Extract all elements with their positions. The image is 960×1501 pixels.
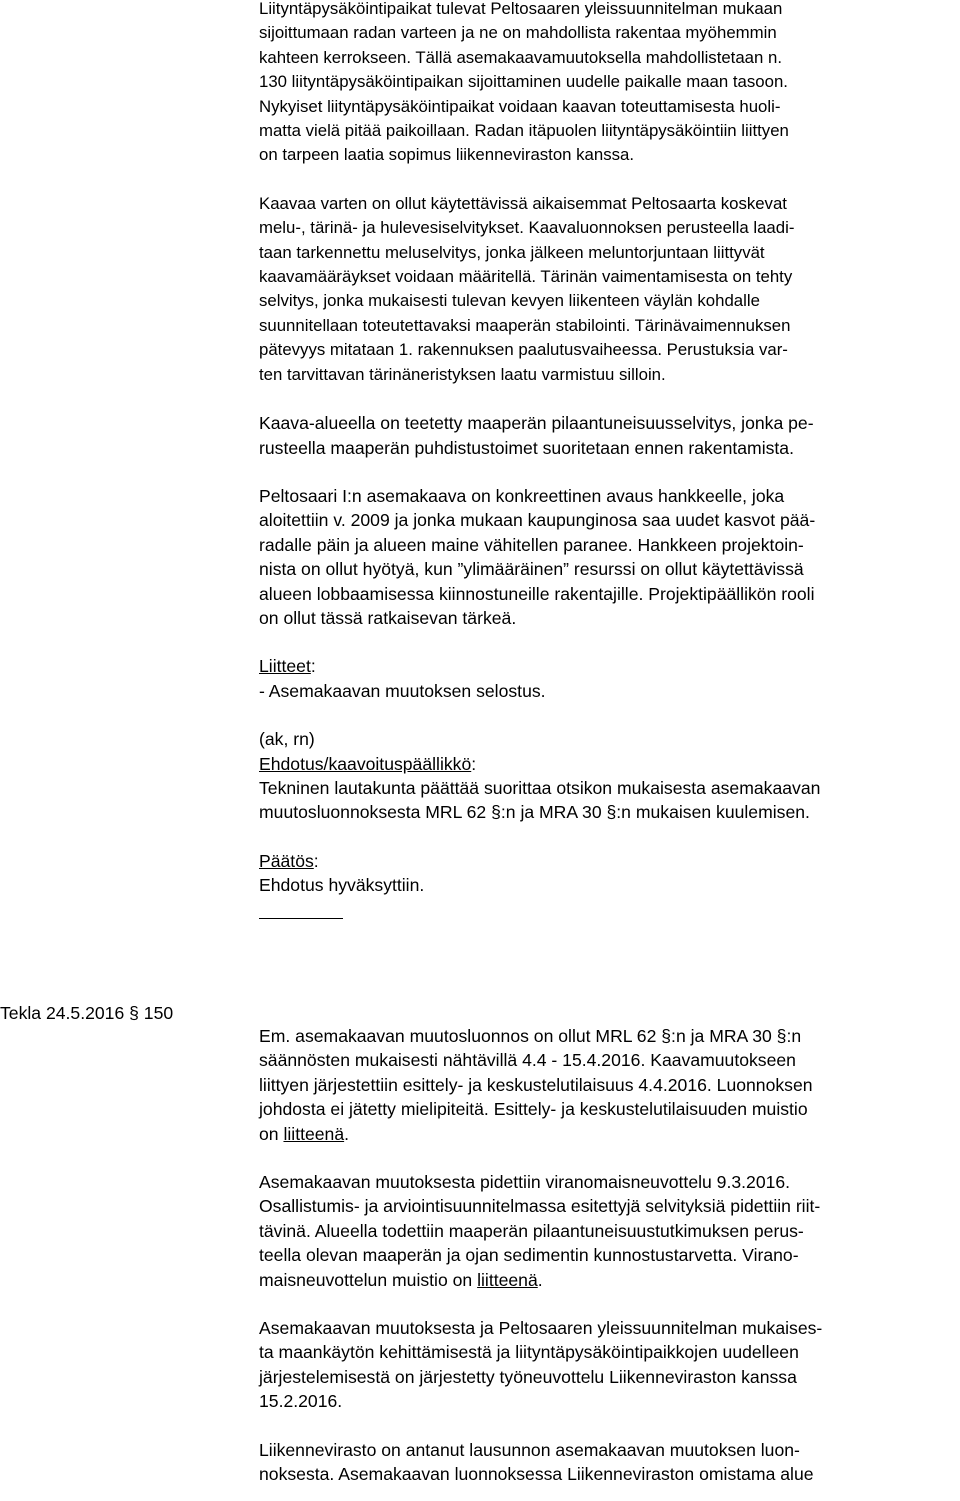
follow-up-column (259, 1024, 954, 1487)
proposal-text: Tekninen lautakunta päättää suorittaa otsikon mukaisesta asemakaavan muutosluonnoksesta MRL 62 §:n ja MRA 30 §:n mukaisen kuulemisen. (259, 777, 821, 823)
main-text-column (259, 0, 954, 919)
attachment-link-1[interactable]: liitteenä (283, 1123, 345, 1144)
paragraph-park-and-ride: Liityntäpysäköintipaikat tulevat Peltosaaren yleissuunnitelman mukaan sijoittumaan radan varteen ja ne on mahdollista rakentaa myöhemmin kahteen kerrokseen. Tällä asemakaavamuutoksella mahdollistetaan n. 130 liityntäpysäköintipaikan sijoittaminen uudelle paikalle maan tasoon. Nykyiset liityntäpysäköintipaikat voidaan kaavan toteuttamisesta huoli- matta vielä pitää paikoillaan. Radan itäpuolen liityntäpysäköintiin liittyen on tarpeen laatia sopimus liikenneviraston kanssa. (259, 0, 789, 165)
decision-heading: Päätös: (259, 850, 319, 871)
attachments-heading: Liitteet: (259, 656, 316, 677)
paragraph-project-history: Peltosaari I:n asemakaava on konkreettinen avaus hankkeelle, joka aloitettiin v. 2009 ja jonka mukaan kaupunginosa saa uudet kasvot pää- radalle päin ja alueen maine vähitellen paranee. Hankkeen projektoin- nista on ollut hyötyä, kun ”ylimääräinen” resurssi on ollut käytettävissä alueen lobbaamisessa kiinnostuneille rakentajille. Projektipäällikön rooli on ollut tässä ratkaisevan tärkeä. (259, 485, 816, 628)
paragraph-work-meeting: Asemakaavan muutoksesta ja Peltosaaren yleissuunnitelman mukaises- ta maankäytön kehittämisestä ja liityntäpysäköintipaikkojen uudelleen järjestelemisestä on järjestetty työneuvottelu Liikenneviraston kanssa 15.2.2016. (259, 1318, 823, 1412)
paragraph-statement: Liikennevirasto on antanut lausunnon asemakaavan muutoksen luon- noksesta. Asemakaavan luonnoksessa Liikenneviraston omistama alue (259, 1439, 814, 1485)
section-divider (259, 918, 343, 919)
attachment-link-2[interactable]: liitteenä (477, 1269, 538, 1290)
paragraph-public-display: Em. asemakaavan muutosluonnos on ollut MRL 62 §:n ja MRA 30 §:n säännösten mukaisesti nähtävillä 4.4 - 15.4.2016. Kaavamuutokseen liittyen järjestettiin esittely- ja keskustelutilaisuus 4.4.2016. Luonnoksen johdosta ei jätetty mielipiteitä. Esittely- ja keskustelutilaisuuden muistio on liitteenä. (259, 1026, 813, 1144)
preparer-initials: (ak, rn) (259, 729, 315, 750)
paragraph-noise-vibration: Kaavaa varten on ollut käytettävissä aikaisemmat Peltosaarta koskevat melu-, tärinä- ja hulevesiselvitykset. Kaavaluonnoksen perusteella laadi- taan tarkennettu meluselvitys, jonka jälkeen meluntorjuntaan liittyvät kaavamääräykset voidaan määritellä. Tärinän vaimentamisesta on tehty selvitys, jonka mukaisesti tulevan kevyen liikenteen väylän kohdalle suunnitellaan toteutettavaksi maaperän stabilointi. Tärinävaimennuksen pätevyys mitataan 1. rakennuksen paalutusvaiheessa. Perustuksia var- ten tarvittavan tärinäneristyksen laatu varmistuu silloin. (259, 193, 795, 384)
paragraph-soil-contamination: Kaava-alueella on teetetty maaperän pilaantuneisuusselvitys, jonka pe- rusteella maaperän puhdistustoimet suoritetaan ennen rakentamista. (259, 413, 814, 458)
meeting-reference: Tekla 24.5.2016 § 150 (0, 1003, 174, 1023)
decision-text: Ehdotus hyväksyttiin. (259, 875, 425, 896)
proposal-heading: Ehdotus/kaavoituspäällikkö: (259, 753, 477, 774)
attachment-item: - Asemakaavan muutoksen selostus. (259, 680, 546, 701)
paragraph-authority-meeting: Asemakaavan muutoksesta pidettiin viranomaisneuvottelu 9.3.2016. Osallistumis- ja arviointisuunnitelmassa esitettyjä selvityksiä pidettiin riit- tävinä. Alueella todettiin maaperän pilaantuneisuustutkimuksen perus- teella olevan maaperän ja ojan sedimentin kunnostustarvetta. Virano- maisneuvottelun muistio on liitteenä. (259, 1172, 821, 1290)
